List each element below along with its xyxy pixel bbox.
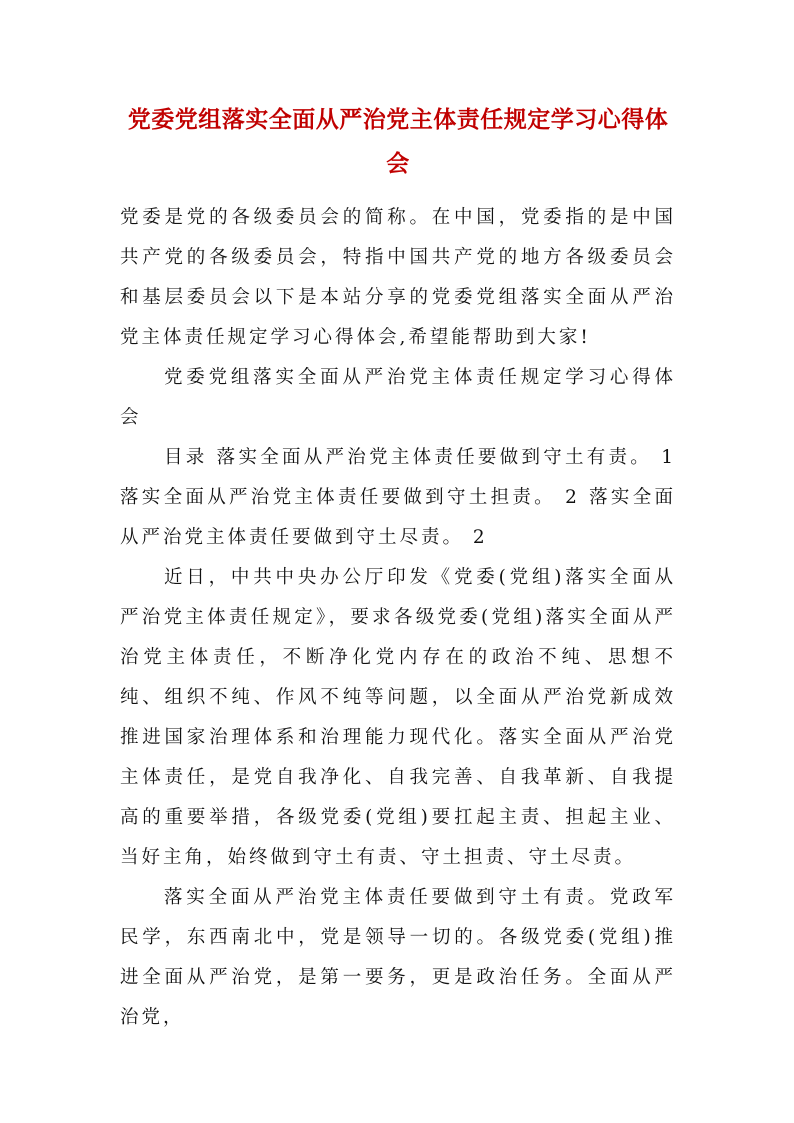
body-paragraph: 近日，中共中央办公厅印发《党委(党组)落实全面从严治党主体责任规定》，要求各级党委(党组)落实全面从严治党主体责任，不断净化党内存在的政治不纯、思想不纯、组织不纯、作风不纯等问题，以全面从严治党新成效推进国家治理体系和治理能力现代化。落实全面从严治党主体责任，是党自我净化、自我完善、自我革新、自我提高的重要举措，各级党委(党组)要扛起主责、担起主业、当好主角，始终做到守土有责、守土担责、守土尽责。 [120,567,676,868]
intro-paragraph: 党委是党的各级委员会的简称。在中国，党委指的是中国共产党的各级委员会，特指中国共产党的地方各级委员会和基层委员会以下是本站分享的党委党组落实全面从严治党主体责任规定学习心得体会,希望能帮助到大家! [120,207,676,348]
subtitle-paragraph: 党委党组落实全面从严治党主体责任规定学习心得体会 [120,367,676,428]
table-of-contents-paragraph: 目录 落实全面从严治党主体责任要做到守土有责。 1 落实全面从严治党主体责任要做到守土担责。 2 落实全面从严治党主体责任要做到守土尽责。 2 [120,447,676,548]
document-title: 党委党组落实全面从严治党主体责任规定学习心得体会 [127,106,669,177]
document-body [120,198,676,1038]
body-paragraph: 落实全面从严治党主体责任要做到守土有责。党政军民学，东西南北中，党是领导一切的。各级党委(党组)推进全面从严治党，是第一要务，更是政治任务。全面从严治党， [120,887,676,1028]
